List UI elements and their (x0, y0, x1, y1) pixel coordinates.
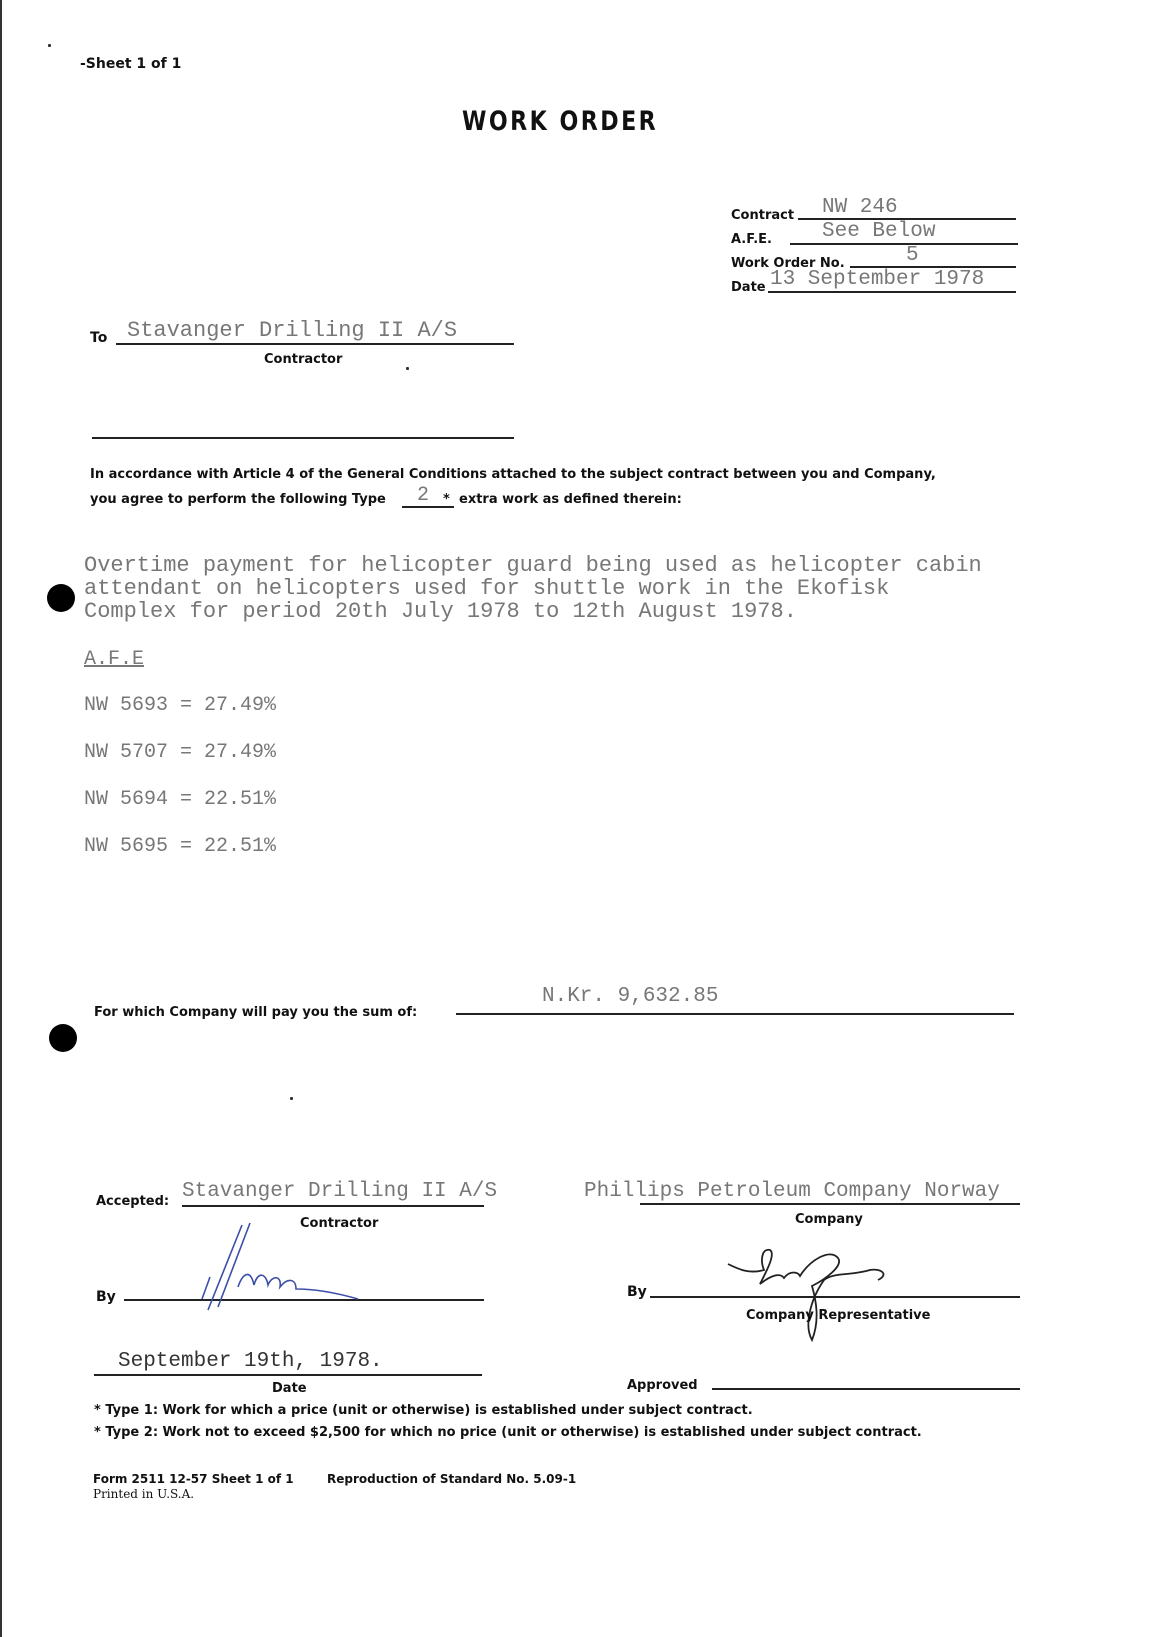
company-by-label: By (627, 1284, 647, 1300)
afe-value[interactable]: See Below (822, 220, 936, 243)
acceptance-date-caption: Date (272, 1381, 307, 1396)
scan-speck (406, 367, 409, 370)
footnote-type-2: * Type 2: Work not to exceed $2,500 for which no price (unit or otherwise) is established under subject contract. (94, 1425, 922, 1440)
punch-hole-top (47, 584, 75, 612)
company-name[interactable]: Phillips Petroleum Company Norway (584, 1180, 1000, 1203)
contractor-caption: Contractor (264, 352, 343, 367)
address-underline (92, 437, 514, 439)
to-label: To (90, 330, 108, 346)
type-marker: * (443, 492, 450, 507)
accepted-label: Accepted: (96, 1194, 170, 1209)
afe-item: NW 5694 = 22.51% (84, 788, 277, 811)
company-signature-icon (720, 1240, 940, 1350)
company-name-underline (640, 1203, 1020, 1205)
agreement-line-2-suffix: extra work as defined therein: (459, 492, 682, 507)
afe-percent: 27.49% (204, 741, 277, 764)
scan-speck (48, 44, 51, 47)
afe-percent: 27.49% (204, 694, 277, 717)
afe-code: NW 5694 (84, 788, 169, 811)
page-edge (0, 0, 2, 1637)
agreement-line-1: In accordance with Article 4 of the General Conditions attached to the subject contract between you and Company, (90, 467, 936, 482)
form-number: Form 2511 12-57 Sheet 1 of 1 (93, 1472, 294, 1486)
punch-hole-bottom (49, 1024, 77, 1052)
afe-percent: 22.51% (204, 835, 277, 858)
scan-speck (290, 1097, 293, 1100)
afe-percent: 22.51% (204, 788, 277, 811)
to-underline (116, 343, 514, 345)
payment-underline (456, 1013, 1014, 1015)
work-order-number-label: Work Order No. (731, 256, 845, 271)
date-label: Date (731, 280, 766, 295)
date-value[interactable]: 13 September 1978 (770, 268, 985, 291)
approved-label: Approved (627, 1378, 698, 1393)
company-representative-caption: Company Representative (746, 1308, 931, 1323)
afe-item: NW 5693 = 27.49% (84, 694, 277, 717)
contractor-sign-caption: Contractor (300, 1216, 379, 1231)
description-line: Complex for period 20th July 1978 to 12th August 1978. (84, 599, 797, 624)
approved-signature-line[interactable] (712, 1388, 1020, 1390)
date-underline (768, 291, 1016, 293)
sheet-label: -Sheet 1 of 1 (80, 56, 182, 72)
acceptance-date-value[interactable]: September 19th, 1978. (118, 1350, 383, 1373)
printed-in-note: Printed in U.S.A. (93, 1487, 195, 1501)
afe-label: A.F.E. (731, 232, 772, 247)
type-value[interactable]: 2 (417, 484, 430, 507)
contractor-name[interactable]: Stavanger Drilling II A/S (182, 1180, 498, 1203)
work-order-number-value[interactable]: 5 (906, 244, 919, 267)
description-line: Overtime payment for helicopter guard being used as helicopter cabin (84, 553, 982, 578)
to-value[interactable]: Stavanger Drilling II A/S (127, 318, 458, 343)
afe-item: NW 5695 = 22.51% (84, 835, 277, 858)
afe-item: NW 5707 = 27.49% (84, 741, 277, 764)
contractor-name-underline (182, 1205, 484, 1207)
contractor-by-label: By (96, 1289, 116, 1305)
payment-amount[interactable]: N.Kr. 9,632.85 (542, 985, 719, 1008)
footnote-type-1: * Type 1: Work for which a price (unit or otherwise) is established under subject contract. (94, 1403, 753, 1418)
afe-code: NW 5693 (84, 694, 169, 717)
page-title: WORK ORDER (462, 106, 659, 137)
payment-label: For which Company will pay you the sum of: (94, 1005, 418, 1020)
afe-code: NW 5695 (84, 835, 169, 858)
contract-value[interactable]: NW 246 (822, 196, 898, 219)
agreement-line-2-prefix: you agree to perform the following Type (90, 492, 386, 507)
acceptance-date-underline (94, 1374, 482, 1376)
company-caption: Company (795, 1212, 863, 1227)
reproduction-note: Reproduction of Standard No. 5.09-1 (327, 1472, 577, 1486)
afe-underline (790, 243, 1018, 245)
afe-heading: A.F.E (84, 648, 145, 671)
afe-code: NW 5707 (84, 741, 169, 764)
contractor-signature-icon (180, 1215, 380, 1315)
description-line: attendant on helicopters used for shuttle work in the Ekofisk (84, 576, 890, 601)
contract-label: Contract (731, 208, 795, 223)
